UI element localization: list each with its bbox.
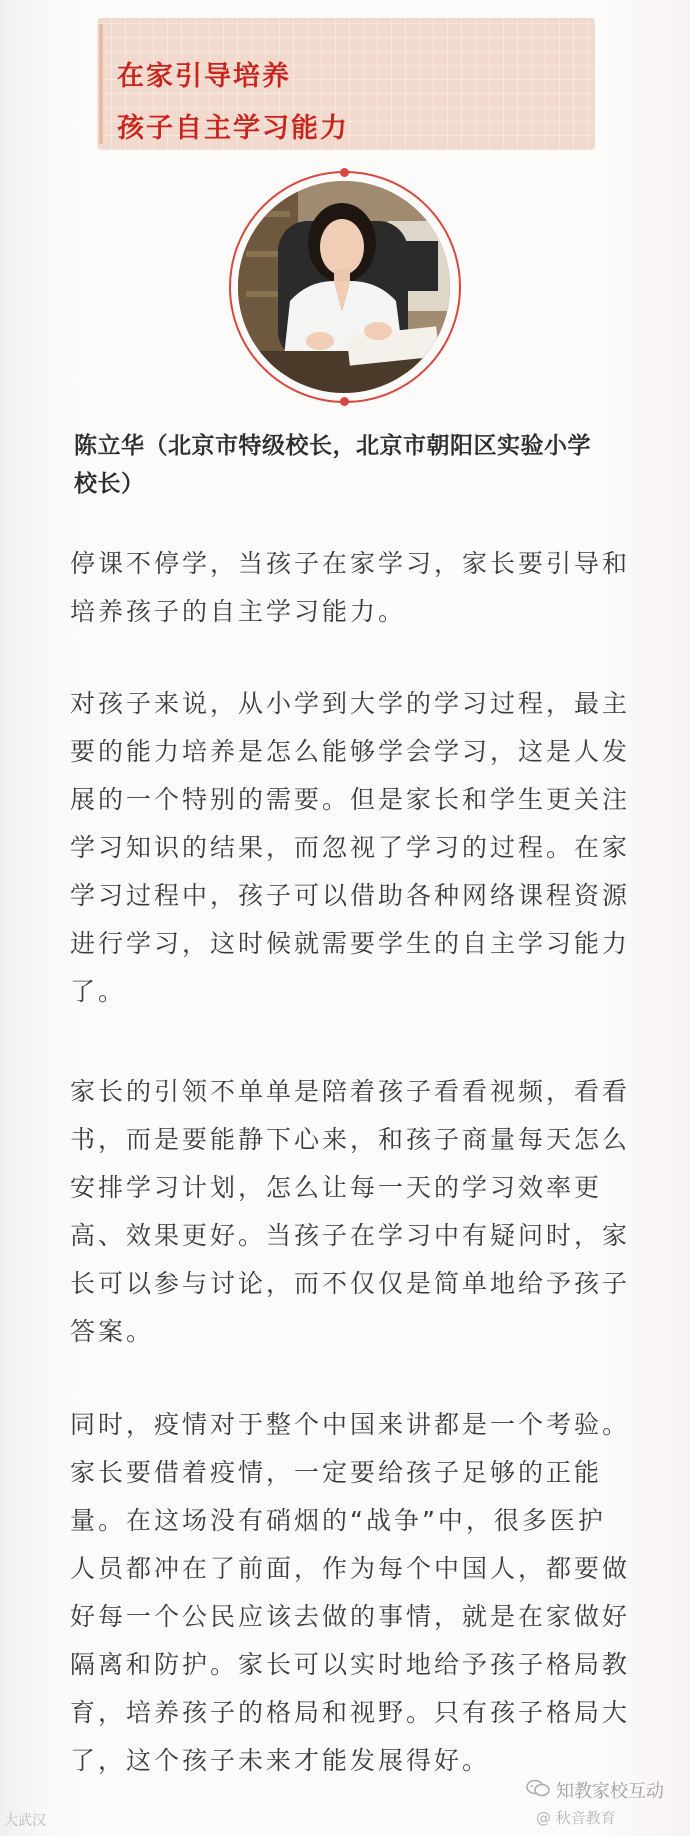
watermark-right <box>526 1777 686 1832</box>
person-photo-icon <box>238 181 450 393</box>
watermark-left: 大武汉 <box>4 1813 46 1829</box>
person-photo <box>238 181 450 393</box>
paragraph-4: 同时，疫情对于整个中国来讲都是一个考验。家长要借着疫情，一定要给孩子足够的正能量。在这场没有硝烟的“战争”中，很多医护人员都冲在了前面，作为每个中国人，都要做好每一个公民应该去做的事情，就是在家做好隔离和防护。家长可以实时地给予孩子格局教育，培养孩子的格局和视野。只有孩子格局大了，这个孩子未来才能发展得好。 <box>70 1410 631 1775</box>
wechat-icon <box>526 1779 550 1797</box>
watermark-right-line1: 知教家校互动 <box>556 1781 664 1802</box>
paragraph-3: 家长的引领不单单是陪着孩子看看视频，看看书，而是要能静下心来，和孩子商量每天怎么安排学习计划，怎么让每一天的学习效率更高、效果更好。当孩子在学习中有疑问时，家长可以参与讨论，而不仅仅是简单地给予孩子答案。 <box>70 1077 631 1346</box>
paragraph-2: 对孩子来说，从小学到大学的学习过程，最主要的能力培养是怎么能够学会学习，这是人发展的一个特别的需要。但是家长和学生更关注学习知识的结果，而忽视了学习的过程。在家学习过程中，孩子可以借助各种网络课程资源进行学习，这时候就需要学生的自主学习能力了。 <box>70 689 631 1006</box>
paragraph-1: 停课不停学，当孩子在家学习，家长要引导和培养孩子的自主学习能力。 <box>70 549 631 626</box>
title-card <box>97 18 595 150</box>
ring-dot-top <box>340 168 349 177</box>
title-line-1: 在家引导培养 <box>117 61 291 92</box>
watermark-right-line2: @ 秋音教育 <box>536 1809 616 1827</box>
author-caption: 陈立华（北京市特级校长，北京市朝阳区实验小学校长） <box>74 433 591 497</box>
ring-dot-bottom <box>340 397 349 406</box>
title-accent-bar <box>99 24 103 144</box>
title-line-2: 孩子自主学习能力 <box>117 113 349 144</box>
